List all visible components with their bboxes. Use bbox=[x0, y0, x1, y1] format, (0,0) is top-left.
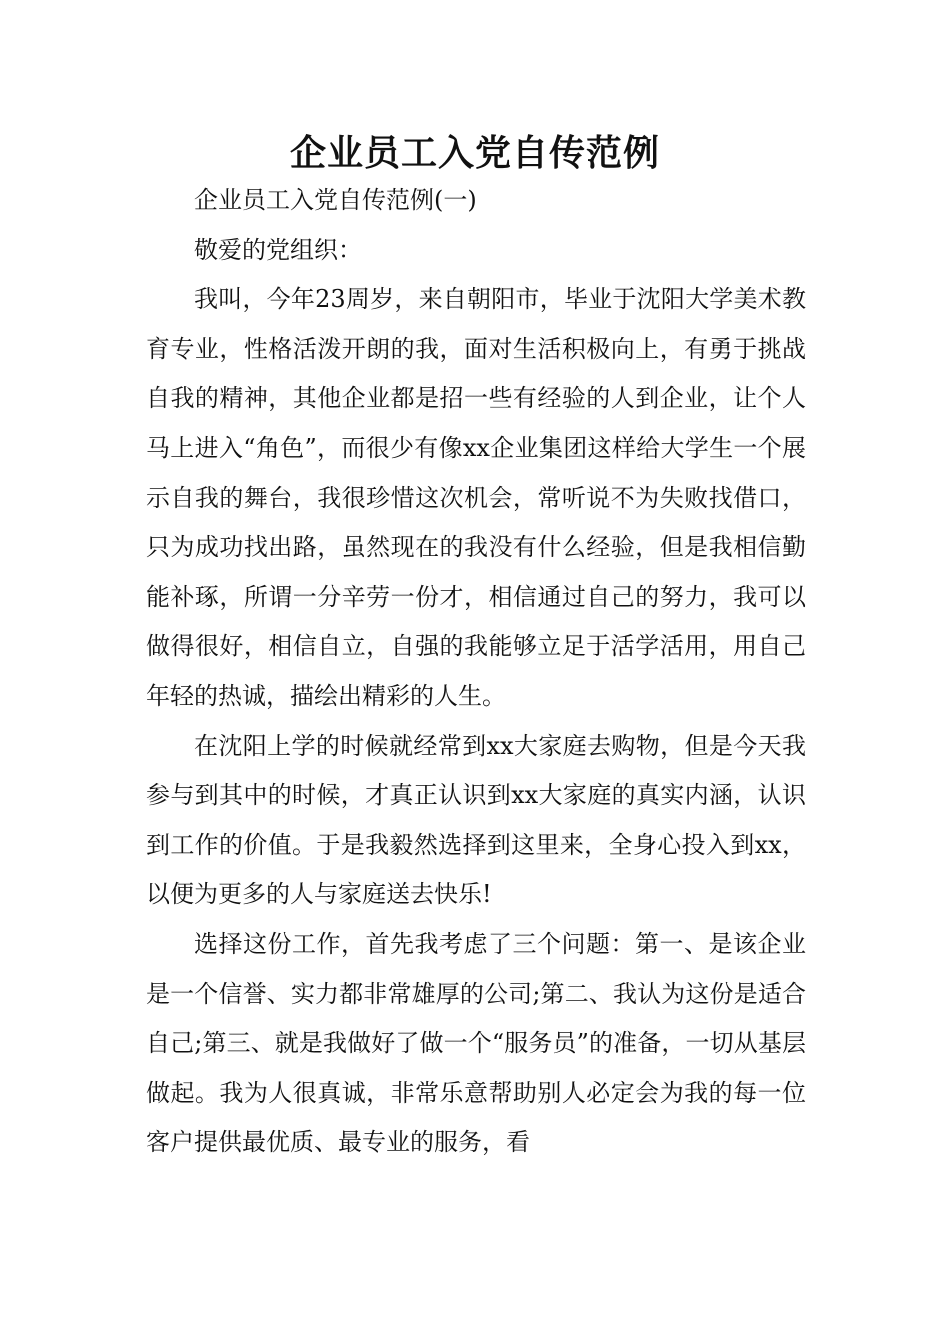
document-title: 企业员工入党自传范例 bbox=[289, 132, 660, 174]
paragraph-1: 我叫，今年23周岁，来自朝阳市，毕业于沈阳大学美术教育专业，性格活泼开朗的我，面对生活积极向上，有勇于挑战自我的精神，其他企业都是招一些有经验的人到企业，让个人马上进入“角色”，而很少有像xx企业集团这样给大学生一个展示自我的舞台，我很珍惜这次机会，常听说不为失败找借口，只为成功找出路，虽然现在的我没有什么经验，但是我相信勤能补琢，所谓一分辛劳一份才，相信通过自己的努力，我可以做得很好，相信自立，自强的我能够立足于活学活用，用自己年轻的热诚，描绘出精彩的人生。 bbox=[146, 285, 806, 710]
paragraph-3: 选择这份工作，首先我考虑了三个问题：第一、是该企业是一个信誉、实力都非常雄厚的公司;第二、我认为这份是适合自己;第三、就是我做好了做一个“服务员”的准备，一切从基层做起。我为人很真诚，非常乐意帮助别人必定会为我的每一位客户提供最优质、最专业的服务，看 bbox=[146, 929, 806, 1157]
paragraph-2: 在沈阳上学的时候就经常到xx大家庭去购物，但是今天我参与到其中的时候，才真正认识到xx大家庭的真实内涵，认识到工作的价值。于是我毅然选择到这里来，全身心投入到xx，以便为更多的人与家庭送去快乐! bbox=[146, 731, 806, 909]
salutation: 敬爱的党组织： bbox=[194, 235, 362, 264]
document-body bbox=[146, 176, 806, 1168]
document-subtitle: 企业员工入党自传范例(一) bbox=[194, 186, 477, 214]
